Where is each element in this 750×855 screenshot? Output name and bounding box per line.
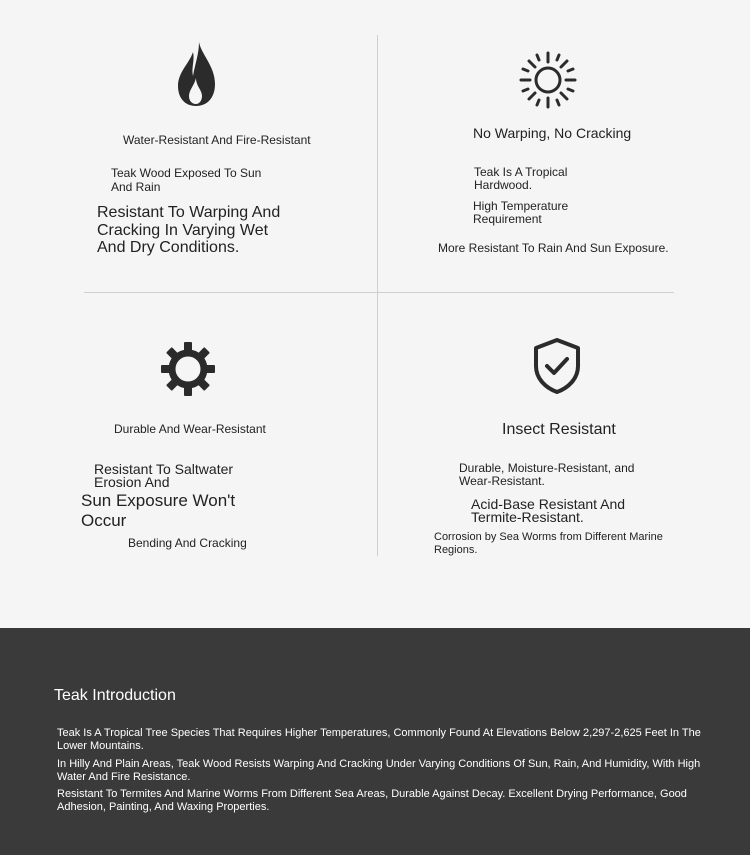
feature-line-3: More Resistant To Rain And Sun Exposure.	[438, 241, 669, 255]
feature-line-3: Bending And Cracking	[128, 536, 247, 550]
feature-subtext: Teak Wood Exposed To Sun And Rain	[111, 166, 262, 194]
feature-heading: Insect Resistant	[502, 421, 616, 438]
feature-line-1: Teak Is A Tropical Hardwood.	[474, 165, 568, 192]
feature-line-3: Corrosion by Sea Worms from Different Marine Regions.	[434, 531, 663, 556]
vertical-divider-top	[377, 35, 378, 292]
teak-introduction-section	[0, 628, 750, 855]
feature-heading: Durable And Wear-Resistant	[114, 422, 266, 436]
intro-paragraph-2: In Hilly And Plain Areas, Teak Wood Resists Warping And Cracking Under Varying Conditions Of Sun, Rain, And Humidity, With High Water And Fire Resistance.	[57, 758, 701, 783]
section-title: Teak Introduction	[54, 687, 176, 704]
intro-paragraph-1: Teak Is A Tropical Tree Species That Requires Higher Temperatures, Commonly Found At Elevations Below 2,297-2,625 Feet In The Lower Mountains.	[57, 727, 701, 752]
shield-check-icon	[533, 338, 581, 394]
feature-line-2: Acid-Base Resistant And Termite-Resistant.	[471, 496, 626, 525]
feature-line-1: Durable, Moisture-Resistant, and Wear-Resistant.	[459, 461, 635, 488]
vertical-divider-bottom	[377, 293, 378, 556]
feature-line-2: High Temperature Requirement	[473, 199, 569, 226]
feature-heading: No Warping, No Cracking	[473, 125, 632, 141]
intro-paragraph-3: Resistant To Termites And Marine Worms From Different Sea Areas, Durable Against Decay. Excellent Drying Performance, Good Adhesion, Painting, And Waxing Properties.	[57, 788, 687, 813]
feature-heading: Water-Resistant And Fire-Resistant	[123, 133, 311, 147]
gear-icon	[161, 342, 215, 396]
feature-line-1: Resistant To Saltwater Erosion And	[94, 461, 234, 490]
flame-icon	[177, 40, 217, 108]
feature-main-text: Resistant To Warping And Cracking In Varying Wet And Dry Conditions.	[97, 204, 281, 256]
feature-line-2: Sun Exposure Won't Occur	[81, 491, 236, 530]
sun-icon	[519, 51, 577, 109]
horizontal-divider	[84, 292, 674, 293]
